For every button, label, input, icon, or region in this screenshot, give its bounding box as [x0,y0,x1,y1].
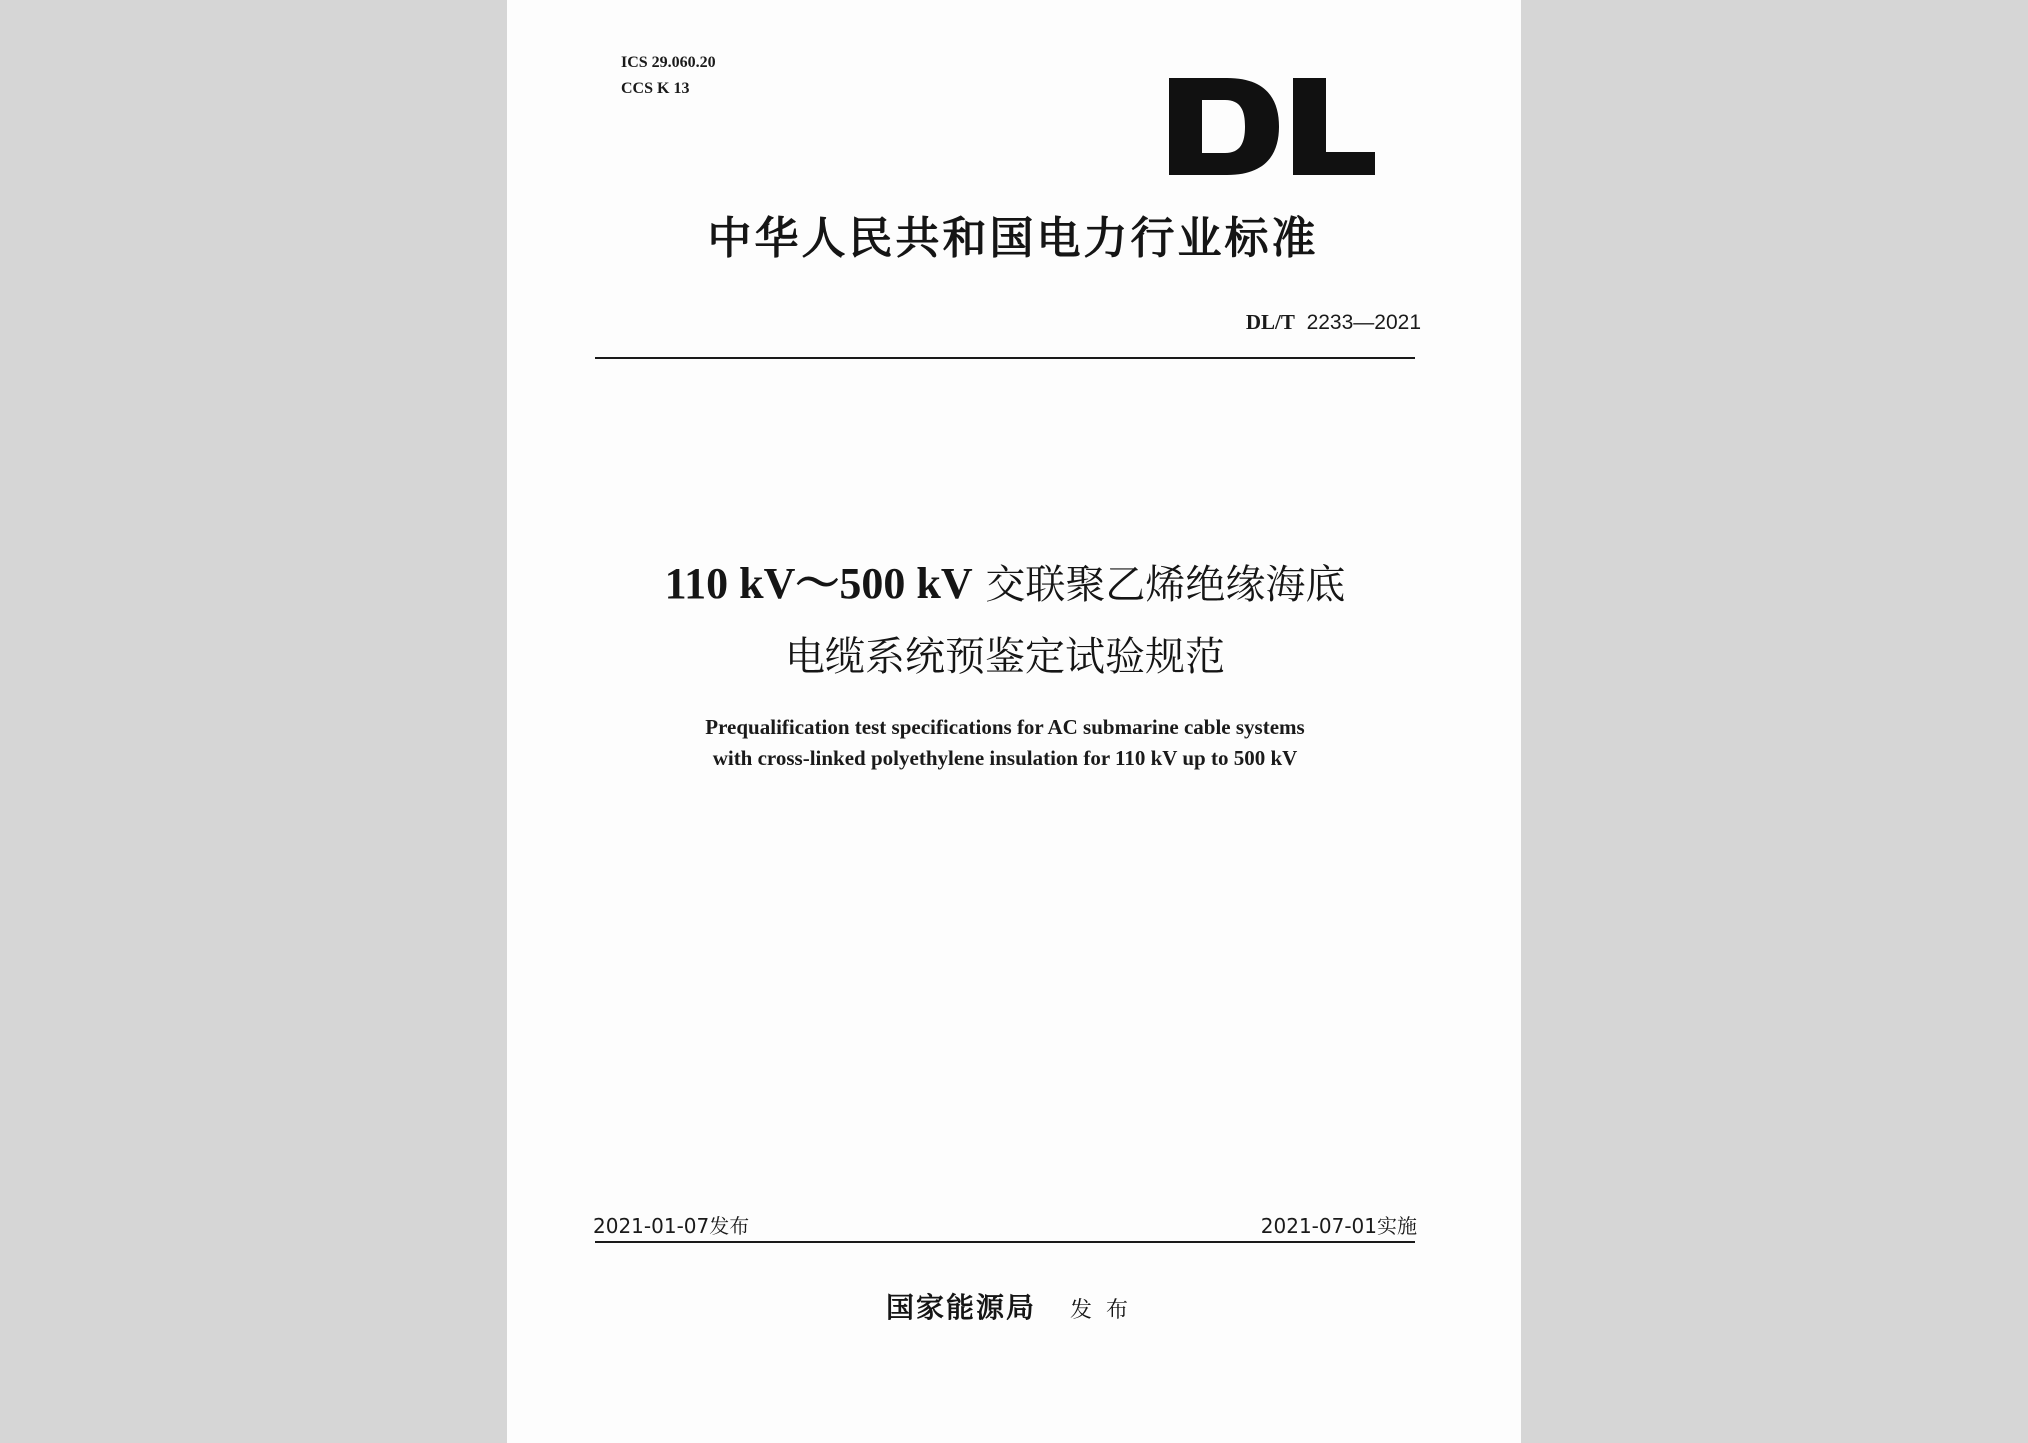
standard-number [1246,310,1421,335]
header-rule [595,357,1415,359]
standard-category: 中华人民共和国电力行业标准 [707,213,1319,264]
english-title-line-1: Prequalification test specifications for AC submarine cable systems [705,715,1305,739]
english-title-line-2: with cross-linked polyethylene insulation for 110 kV up to 500 kV [712,746,1298,770]
dl-logo-letter-l [1293,78,1375,175]
standard-prefix: DL/T [1245,310,1295,334]
publisher-verb: 发布 [1070,1298,1143,1323]
footer-rule [595,1241,1415,1243]
effective-date: 2021-07-01实施 [1260,1214,1417,1238]
standard-code: 2233—2021 [1306,311,1421,334]
chinese-title-line-1-text: 交联聚乙烯绝缘海底 [985,562,1346,608]
issue-date: 2021-01-07发布 [593,1214,750,1238]
chinese-title [595,548,1415,693]
publisher [507,1286,1521,1326]
document-page [507,0,1521,1443]
ccs-code: CCS K 13 [621,80,690,97]
english-title [595,712,1415,774]
ics-code: ICS 29.060.20 [621,54,716,71]
chinese-title-line-1 [595,548,1415,621]
publisher-name: 国家能源局 [885,1291,1036,1324]
classification-codes [621,50,716,102]
voltage-range: 110 kV～500 kV [664,559,973,608]
chinese-title-line-2: 电缆系统预鉴定试验规范 [785,634,1225,680]
dl-logo-letter-d [1169,78,1279,175]
dl-logo [1169,78,1375,175]
